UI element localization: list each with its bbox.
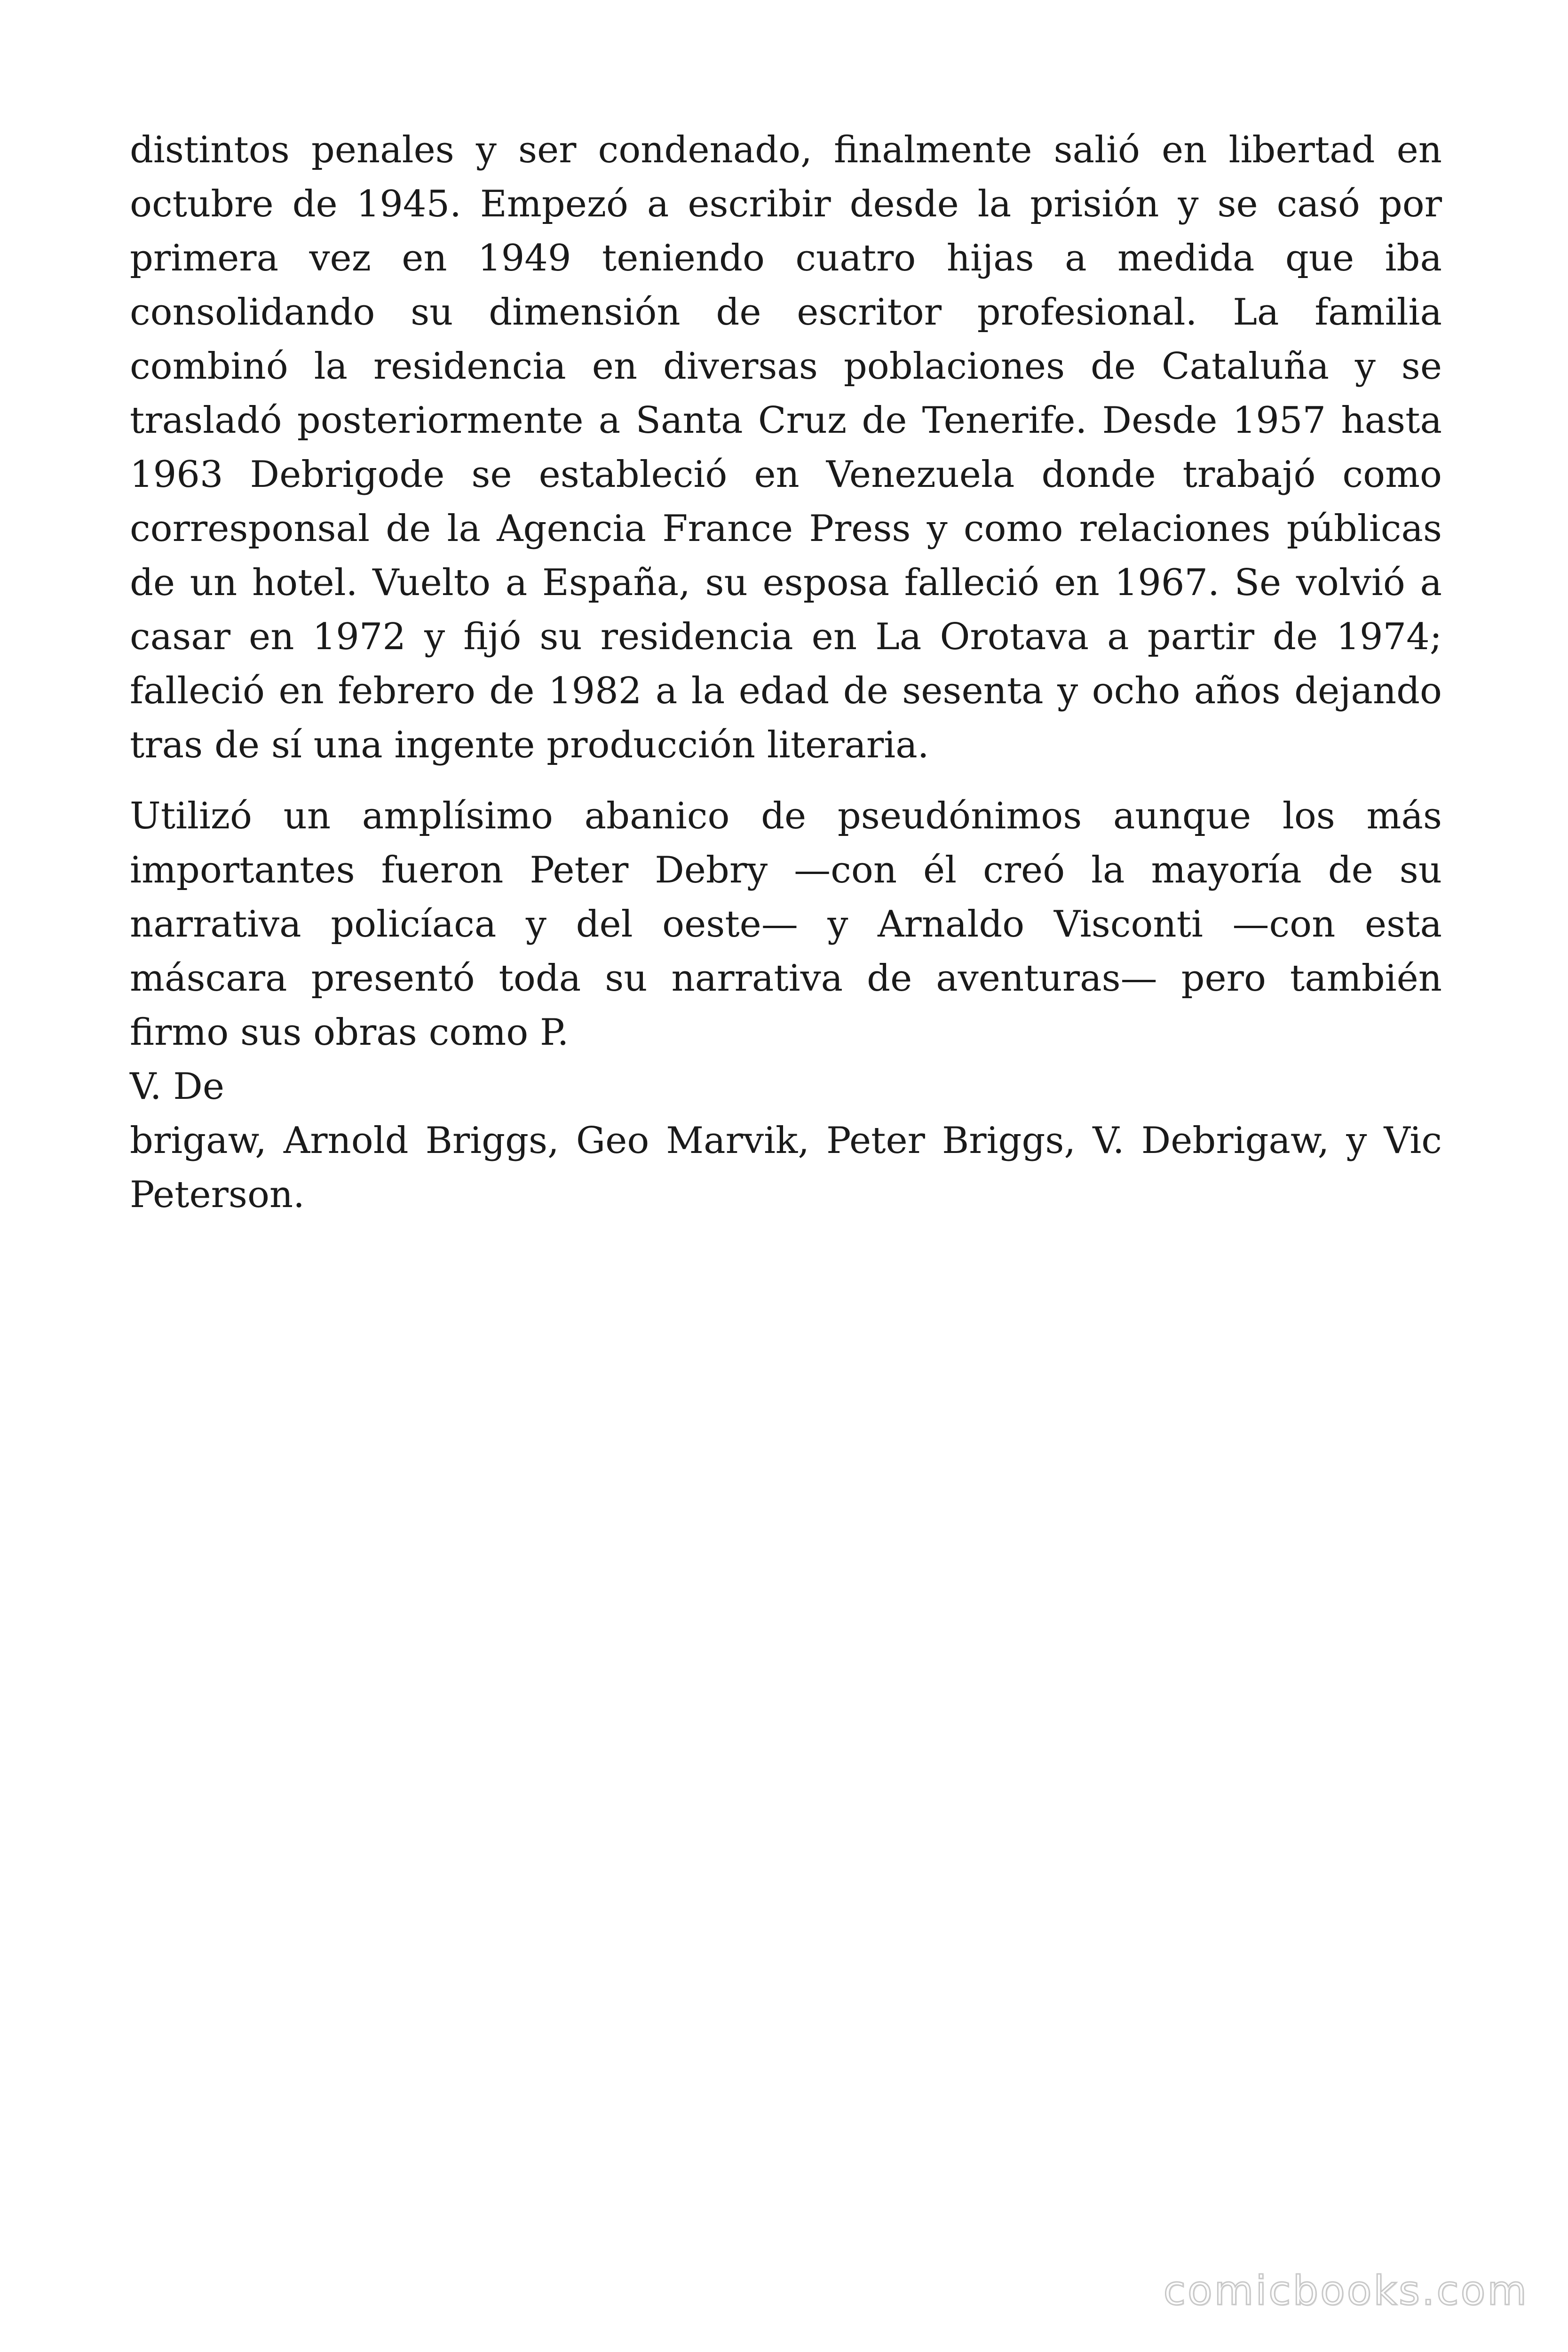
- paragraph-pseudonyms-line-3: brigaw, Arnold Briggs, Geo Marvik, Peter Briggs, V. Debrigaw, y Vic Peterson.: [130, 1120, 1442, 1216]
- paragraph-pseudonyms: Utilizó un amplísimo abanico de pseudónimos aunque los más importantes fueron Peter Debry —con él creó la mayoría de su narrativa policíaca y del oeste— y Arnaldo Visconti —con esta máscara presentó toda su narrativa de aventuras— pero también firmo sus obras como P.: [130, 795, 1442, 1054]
- paragraph-biography: distintos penales y ser condenado, finalmente salió en libertad en octubre de 1945. Empezó a escribir desde la prisión y se casó por primera vez en 1949 teniendo cuatro hijas a medida que iba consolidando su dimensión de escritor profesional. La familia combinó la residencia en diversas poblaciones de Cataluña y se trasladó posteriormente a Santa Cruz de Tenerife. Desde 1957 hasta 1963 Debrigode se estableció en Venezuela donde trabajó como corresponsal de la Agencia France Press y como relaciones públicas de un hotel. Vuelto a España, su esposa falleció en 1967. Se volvió a casar en 1972 y fijó su residencia en La Orotava a partir de 1974; falleció en febrero de 1982 a la edad de sesenta y ocho años dejando tras de sí una ingente producción literaria.: [130, 129, 1442, 766]
- paragraph-pseudonyms-line-2: V. De: [130, 1065, 224, 1108]
- body-text: [130, 123, 1442, 1239]
- site-watermark: comicbooks.com: [1163, 2267, 1528, 2314]
